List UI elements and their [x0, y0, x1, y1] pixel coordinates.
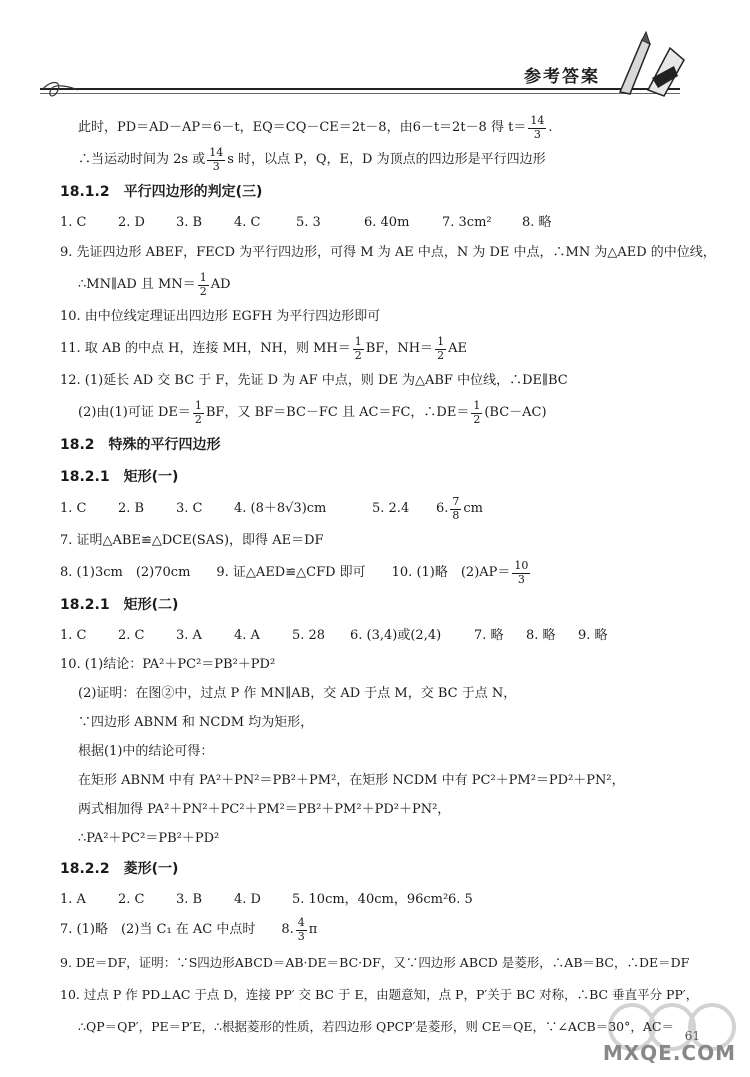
answer-item: 2. C — [118, 891, 145, 907]
section-heading: 18.2.1 矩形(二) — [60, 596, 179, 613]
numerator: 1 — [199, 271, 207, 285]
answer-item: 9. 略 — [578, 627, 608, 643]
answer-item: 1. C — [60, 627, 87, 643]
text-line: 9. 先证四边形 ABEF，FECD 为平行四边形，可得 M 为 AE 中点，N 为 DE 中点，∴MN 为△AED 的中位线， — [60, 245, 716, 261]
text-span: (2)由(1)可证 DE＝ — [78, 405, 191, 421]
text-span: (BC－AC) — [484, 405, 547, 421]
denominator: 2 — [194, 412, 202, 426]
text-span: 8. (1)3cm (2)70cm 9. 证△AED≌△CFD 即可 10. (1)略 (2)AP＝ — [60, 565, 511, 581]
answer-item: 1. C — [60, 501, 87, 517]
text-line: 两式相加得 PA²＋PN²＋PC²＋PM²＝PB²＋PM²＋PD²＋PN²， — [78, 801, 451, 817]
text-line — [60, 397, 700, 429]
fraction — [353, 336, 364, 361]
answer-item: 8. 略 — [526, 627, 556, 643]
numerator: 1 — [194, 399, 202, 413]
text-span: s 时，以点 P，Q，E，D 为顶点的四边形是平行四边形 — [227, 152, 546, 168]
answer-item: 8. 略 — [522, 214, 552, 230]
text-line — [60, 269, 700, 301]
answer-item: 1. A — [60, 891, 86, 907]
numerator: 10 — [514, 559, 529, 573]
denominator: 3 — [517, 572, 525, 586]
text-span: 此时，PD＝AD－AP＝6－t，EQ＝CQ－CE＝2t－8，由6－t＝2t－8 得 t＝ — [78, 120, 527, 136]
header-title: 参考答案 — [524, 67, 600, 87]
numerator: 14 — [530, 114, 545, 128]
denominator: 2 — [437, 348, 445, 362]
denominator: 8 — [452, 508, 460, 522]
text-span: ∴当运动时间为 2s 或 — [78, 152, 206, 168]
answer-item: 4. (8＋8√3)cm — [234, 501, 327, 517]
answer-item: 3. C — [176, 501, 203, 517]
fraction — [198, 272, 209, 297]
swirl-ornament-icon — [40, 76, 80, 106]
answer-item: 1. C — [60, 214, 87, 230]
fraction — [296, 917, 307, 942]
choice-answers-row — [60, 885, 700, 914]
text-line: ∵四边形 ABNM 和 NCDM 均为矩形， — [78, 714, 314, 730]
text-span: 7. (1)略 (2)当 C₁ 在 AC 中点时 8. — [60, 922, 294, 938]
denominator: 3 — [297, 929, 305, 943]
answer-item: 3. B — [176, 891, 203, 907]
page-number: 61 — [684, 1029, 700, 1043]
text-line: 在矩形 ABNM 中有 PA²＋PN²＝PB²＋PM²，在矩形 NCDM 中有 PC²＋PM²＝PD²＋PN²， — [78, 772, 625, 788]
text-line — [60, 112, 700, 144]
text-span: cm — [463, 501, 484, 517]
text-line — [60, 333, 700, 365]
answer-item: 6. 40m — [364, 214, 410, 230]
fraction — [193, 400, 204, 425]
answer-item: 3. B — [176, 214, 203, 230]
text-span: ∴MN∥AD 且 MN＝ — [78, 277, 196, 293]
choice-answers-row — [60, 208, 700, 237]
text-line: 10. 由中位线定理证出四边形 EGFH 为平行四边形即可 — [60, 309, 381, 325]
answer-content — [60, 112, 716, 1042]
denominator: 3 — [533, 127, 541, 141]
fraction — [512, 560, 530, 585]
numerator: 1 — [354, 335, 362, 349]
answer-item: 2. B — [118, 501, 145, 517]
text-line — [60, 557, 700, 589]
answer-item: 5. 3 — [296, 214, 321, 230]
choice-answers-row — [60, 493, 700, 525]
text-span: . — [548, 120, 553, 136]
header-rule-thin — [40, 93, 680, 94]
text-line — [60, 144, 700, 176]
numerator: 4 — [297, 916, 305, 930]
text-span: BF，又 BF＝BC－FC 且 AC＝FC，∴DE＝ — [205, 405, 470, 421]
text-line: 10. (1)结论：PA²＋PC²＝PB²＋PD² — [60, 656, 276, 672]
answer-item: 5. 2.4 — [372, 501, 410, 517]
choice-answers-row — [60, 621, 700, 650]
answer-item: 6. 5 — [448, 891, 473, 907]
text-line: ∴QP＝QP′，PE＝P′E，∴根据菱形的性质，若四边形 QPCP′是菱形，则 CE＝QE，∵∠ACB＝30°，AC＝ — [78, 1018, 674, 1034]
text-line: 12. (1)延长 AD 交 BC 于 F，先证 D 为 AF 中点，则 DE 为△ABF 中位线，∴DE∥BC — [60, 373, 568, 389]
answer-item: 5. 28 — [292, 627, 326, 643]
answer-item: 4. C — [234, 214, 261, 230]
answer-item: 7. 3cm² — [442, 214, 492, 230]
answer-item: 6. — [436, 501, 449, 517]
header-rule — [40, 88, 680, 90]
text-line — [60, 914, 700, 946]
text-span: AD — [210, 277, 231, 293]
text-line: 10. 过点 P 作 PD⊥AC 于点 D，连接 PP′ 交 BC 于 E，由题意知，点 P，P′关于 BC 对称，∴BC 垂直平分 PP′， — [60, 986, 699, 1002]
text-span: BF，NH＝ — [365, 341, 434, 357]
text-span: 11. 取 AB 的中点 H，连接 MH，NH，则 MH＝ — [60, 341, 351, 357]
answer-item: 2. D — [118, 214, 145, 230]
numerator: 1 — [473, 399, 481, 413]
answer-item: 2. C — [118, 627, 145, 643]
fraction — [450, 496, 461, 521]
answer-item: 4. D — [234, 891, 261, 907]
denominator: 2 — [199, 284, 207, 298]
watermark-text: MXQE.COM — [602, 1041, 736, 1065]
text-span: AE — [448, 341, 467, 357]
text-line: (2)证明：在图②中，过点 P 作 MN∥AB，交 AD 于点 M，交 BC 于点 N， — [78, 685, 517, 701]
fraction — [435, 336, 446, 361]
answer-item: 5. 10cm，40cm，96cm² — [292, 891, 449, 907]
text-span: π — [308, 922, 318, 938]
denominator: 3 — [212, 159, 220, 173]
book-pen-icon — [612, 30, 692, 100]
section-heading: 18.2 特殊的平行四边形 — [60, 436, 221, 453]
answer-item: 3. A — [176, 627, 202, 643]
answer-item: 7. 略 — [474, 627, 504, 643]
text-line: ∴PA²＋PC²＝PB²＋PD² — [78, 830, 220, 846]
numerator: 1 — [437, 335, 445, 349]
text-line: 7. 证明△ABE≌△DCE(SAS)，即得 AE＝DF — [60, 533, 324, 549]
section-heading: 18.2.1 矩形(一) — [60, 468, 179, 485]
denominator: 2 — [473, 412, 481, 426]
fraction — [207, 147, 225, 172]
denominator: 2 — [354, 348, 362, 362]
numerator: 7 — [452, 495, 460, 509]
answer-item: 4. A — [234, 627, 260, 643]
numerator: 14 — [209, 146, 224, 160]
answer-item: 6. (3,4)或(2,4) — [350, 627, 442, 643]
text-line: 9. DE＝DF，证明：∵S四边形ABCD＝AB·DE＝BC·DF，又∵四边形 ABCD 是菱形，∴AB＝BC，∴DE＝DF — [60, 954, 690, 970]
fraction — [471, 400, 482, 425]
section-heading: 18.2.2 菱形(一) — [60, 860, 179, 877]
section-heading: 18.1.2 平行四边形的判定(三) — [60, 183, 263, 200]
fraction — [528, 115, 546, 140]
text-line: 根据(1)中的结论可得： — [78, 743, 214, 759]
